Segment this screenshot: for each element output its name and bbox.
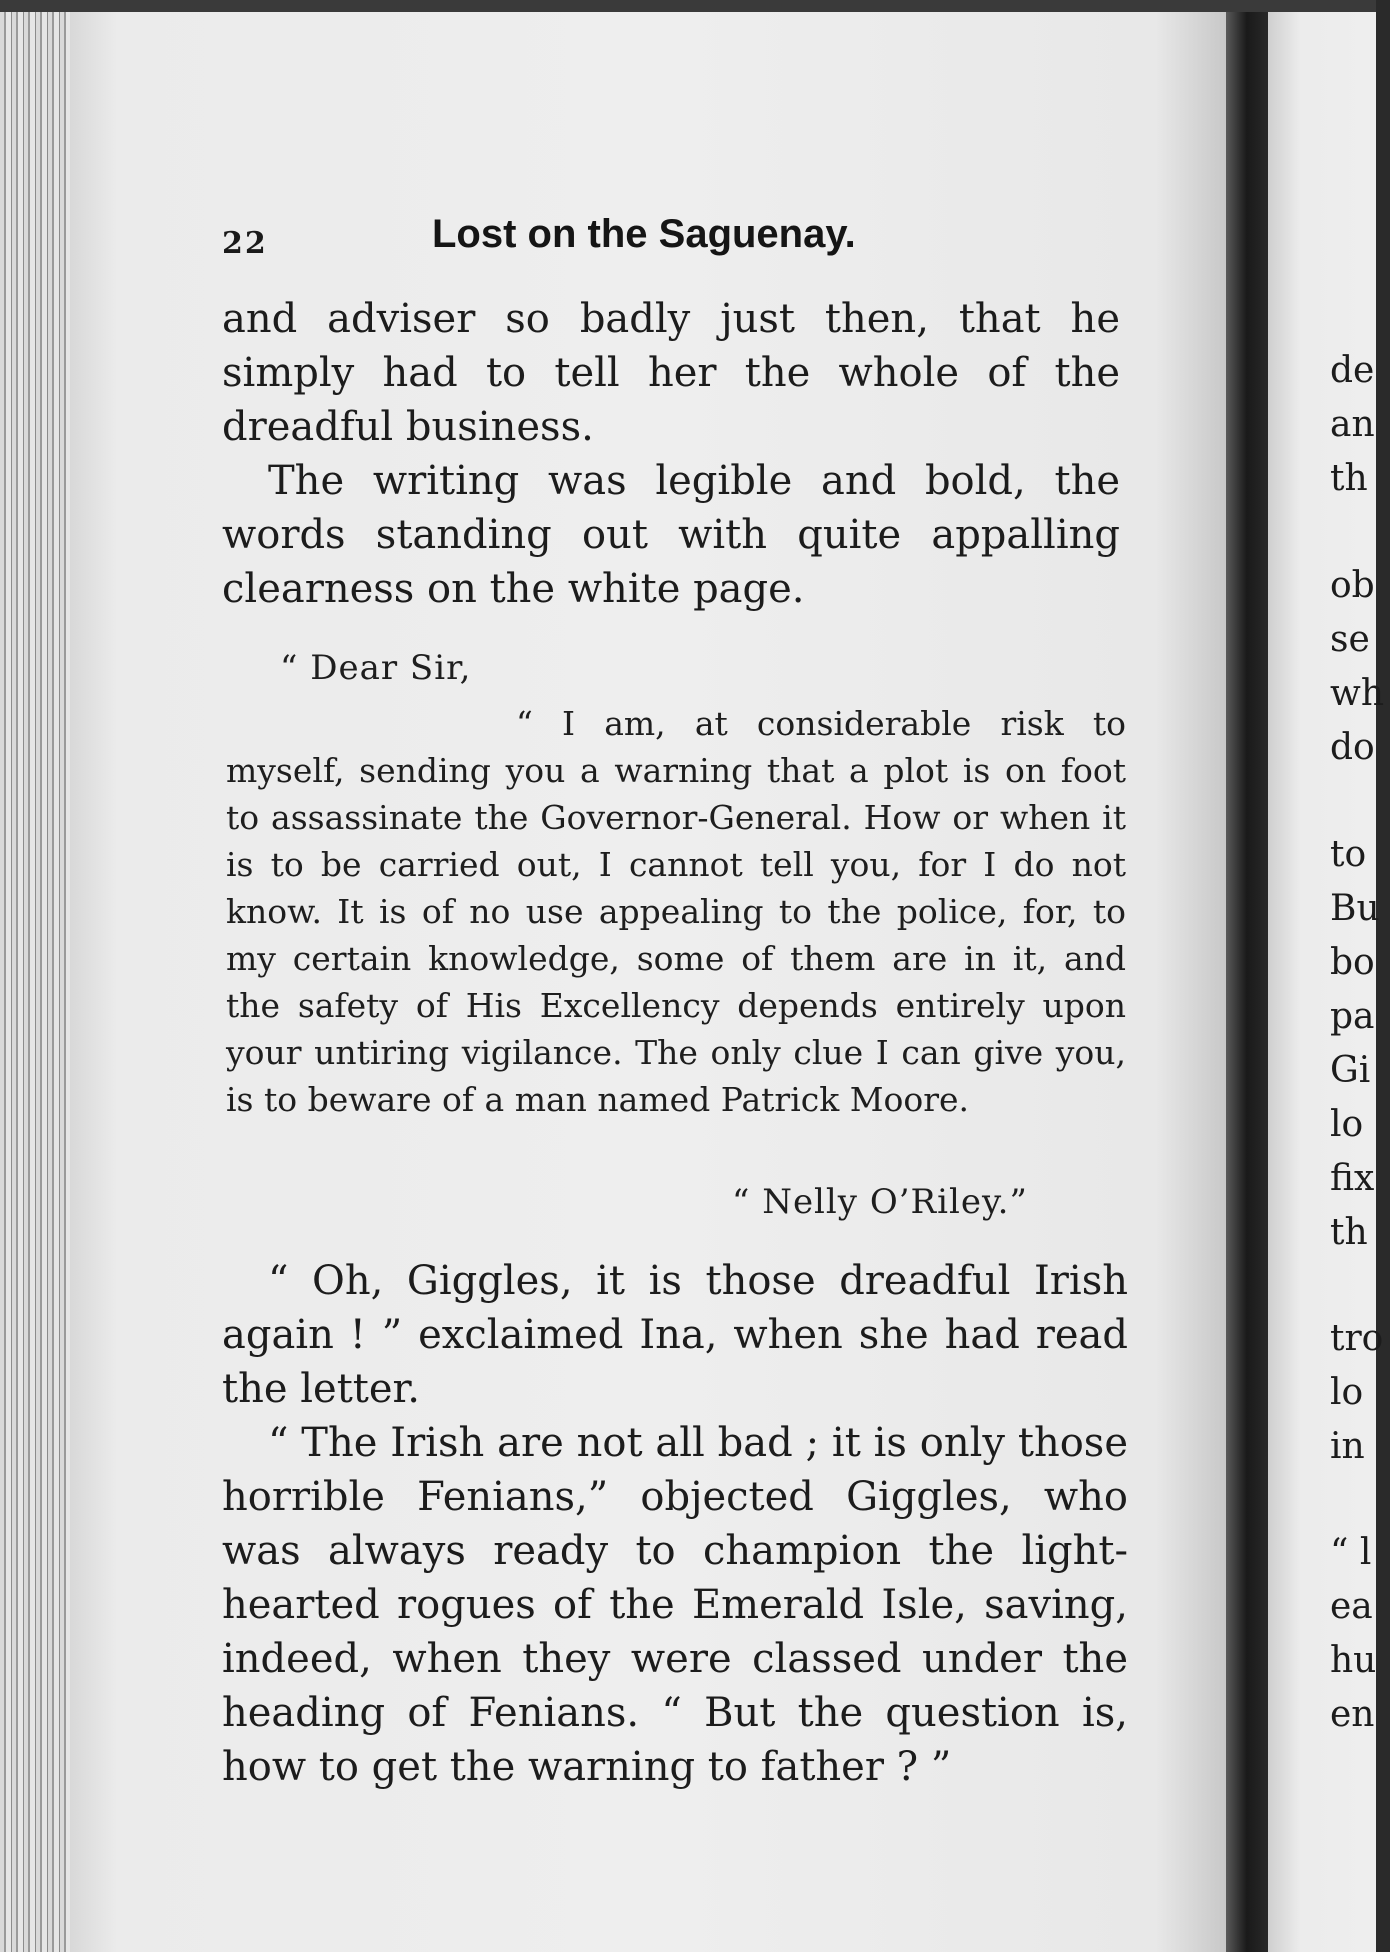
right-fragment: ea <box>1330 1586 1373 1627</box>
right-fragment: bo <box>1330 942 1375 983</box>
right-fragment: do <box>1330 727 1375 768</box>
right-fragment: lo <box>1330 1104 1364 1145</box>
right-fragment: “ l <box>1330 1532 1372 1573</box>
running-header <box>222 212 1022 272</box>
right-fragment: th <box>1330 458 1368 499</box>
letter-salutation: “ Dear Sir, <box>280 648 472 688</box>
paragraph-exclamation: “ Oh, Giggles, it is those dreadful Irish again ! ” exclaimed Ina, when she had read the letter. <box>222 1258 1128 1412</box>
right-fragment: se <box>1330 619 1370 660</box>
book-gutter <box>1226 12 1272 1952</box>
right-fragment: lo <box>1330 1372 1364 1413</box>
right-fragment: in <box>1330 1426 1365 1467</box>
right-fragment: to <box>1330 834 1367 875</box>
right-fragment: Gi <box>1330 1050 1371 1091</box>
right-fragment: fix <box>1330 1158 1375 1199</box>
right-fragment: hu <box>1330 1640 1377 1681</box>
right-fragment: th <box>1330 1212 1368 1253</box>
right-fragment: ob <box>1330 565 1375 606</box>
right-fragment: an <box>1330 404 1375 445</box>
paragraph-writing: The writing was legible and bold, the words standing out with quite appalling clearness on the white page. <box>222 458 1120 612</box>
right-fragment: de <box>1330 350 1375 391</box>
running-title: Lost on the Saguenay. <box>432 212 856 256</box>
right-fragment: wh <box>1330 673 1384 714</box>
right-fragment: Bu <box>1330 888 1380 929</box>
letter-body-block <box>226 700 1126 1123</box>
right-fragment: en <box>1330 1694 1375 1735</box>
right-fragment: tro <box>1330 1318 1384 1359</box>
letter-body: “ I am, at considerable risk to myself, sending you a warning that a plot is on foot to assassinate the Governor-General. How or when it is to be carried out, I cannot tell you, for I do not know. It is of no use appealing to the police, for, to my certain knowledge, some of them are in it, and the safety of His Excellency depends entirely upon your untiring vigilance. The only clue I can give you, is to beware of a man named Patrick Moore. <box>226 704 1126 1119</box>
scan-top-border <box>0 0 1376 12</box>
letter-signature: “ Nelly O’Riley.” <box>732 1182 1028 1222</box>
paragraph-objection: “ The Irish are not all bad ; it is only those horrible Fenians,” objected Giggles, who was always ready to champion the light-hearted rogues of the Emerald Isle, saving, indeed, when they were classed under the heading of Fenians. “ But the question is, how to get the warning to father ? ” <box>222 1420 1128 1790</box>
page-number: 22 <box>222 226 268 261</box>
paragraph-continuation: and adviser so badly just then, that he simply had to tell her the whole of the dreadful business. <box>222 296 1120 450</box>
top-text-block <box>222 292 1120 616</box>
bottom-text-block <box>222 1254 1128 1794</box>
right-fragment: pa <box>1330 996 1375 1037</box>
